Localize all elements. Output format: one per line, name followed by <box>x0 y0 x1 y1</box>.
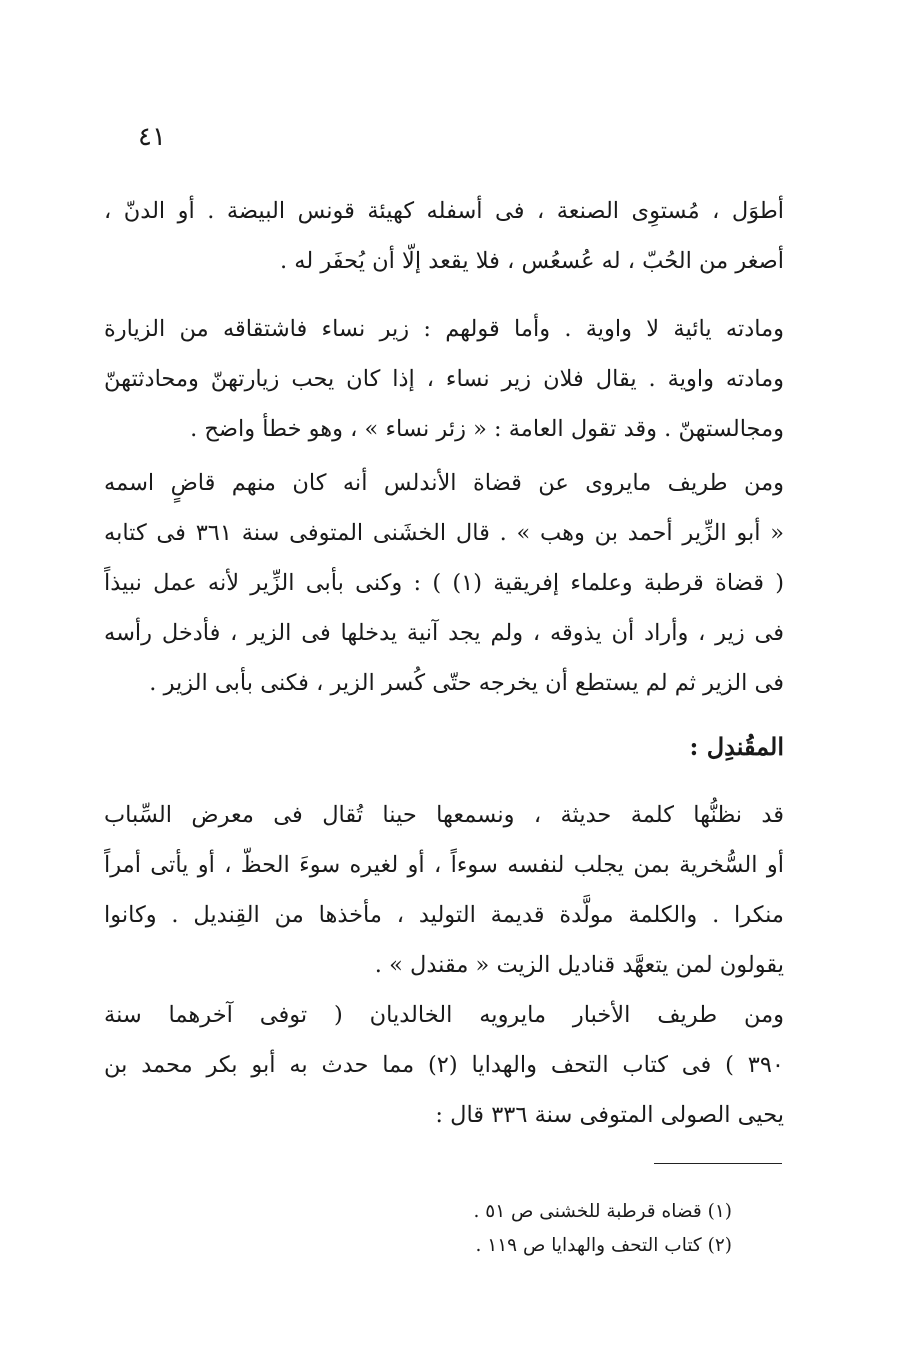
footnote-2: (٢) كتاب التحف والهدايا ص ١١٩ . <box>475 1235 732 1256</box>
footnote-separator <box>654 1163 782 1164</box>
paragraph-1 <box>104 186 784 286</box>
paragraph-2 <box>104 304 784 454</box>
section-heading: المقُندِل : <box>689 732 784 761</box>
paragraph-5 <box>104 990 784 1140</box>
footnote-1: (١) قضاه قرطبة للخشنى ص ٥١ . <box>473 1201 732 1222</box>
text-line: ومن طريف مايروى عن قضاة الأندلس أنه كان منهم قاضٍ اسمه <box>104 470 784 496</box>
text-line: يحيى الصولى المتوفى سنة ٣٣٦ قال : <box>435 1102 784 1128</box>
paragraph-4 <box>104 790 784 990</box>
footnotes <box>300 1195 732 1263</box>
text-line: ومادته يائية لا واوية . وأما قولهم : زير نساء فاشتقاقه من الزيارة <box>104 316 784 342</box>
text-line: قد نظنُّها كلمة حديثة ، ونسمعها حينا تُقال فى معرض السِّباب <box>104 802 784 828</box>
paragraph-3 <box>104 458 784 708</box>
text-line: أطوَل ، مُستوِى الصنعة ، فى أسفله كهيئة قونس البيضة . أو الدنّ ، <box>104 198 784 224</box>
text-line: أصغر من الحُبّ ، له عُسعُس ، فلا يقعد إلّا أن يُحفَر له . <box>280 248 784 274</box>
text-line: ومادته واوية . يقال فلان زير نساء ، إذا كان يحب زيارتهنّ ومحادثتهنّ <box>104 366 784 392</box>
text-line: ٣٩٠ ) فى كتاب التحف والهدايا (٢) مما حدث به أبو بكر محمد بن <box>104 1052 784 1078</box>
text-line: يقولون لمن يتعهَّد قناديل الزيت « مقندل » . <box>374 952 784 978</box>
text-line: فى الزير ثم لم يستطع أن يخرجه حتّى كُسر الزير ، فكنى بأبى الزير . <box>149 670 784 696</box>
text-line: « أبو الزِّير أحمد بن وهب » . قال الخشَنى المتوفى سنة ٣٦١ فى كتابه <box>104 520 784 546</box>
text-line: ومن طريف الأخبار مايرويه الخالديان ( توفى آخرهما سنة <box>104 1002 784 1028</box>
text-line: ومجالستهنّ . وقد تقول العامة : « زئر نساء » ، وهو خطأ واضح . <box>190 416 784 442</box>
text-line: أو السُّخرية بمن يجلب لنفسه سوءاً ، أو لغيره سوءَ الحظّ ، أو يأتى أمراً <box>104 852 784 878</box>
text-line: منكرا . والكلمة مولَّدة قديمة التوليد ، مأخذها من القِنديل . وكانوا <box>104 902 784 928</box>
text-line: ( قضاة قرطبة وعلماء إفريقية (١) ) : وكنى بأبى الزِّير لأنه عمل نبيذاً <box>104 570 784 596</box>
page-number: ٤١ <box>138 122 166 152</box>
text-line: فى زير ، وأراد أن يذوقه ، ولم يجد آنية يدخلها فى الزير ، فأدخل رأسه <box>104 620 784 646</box>
